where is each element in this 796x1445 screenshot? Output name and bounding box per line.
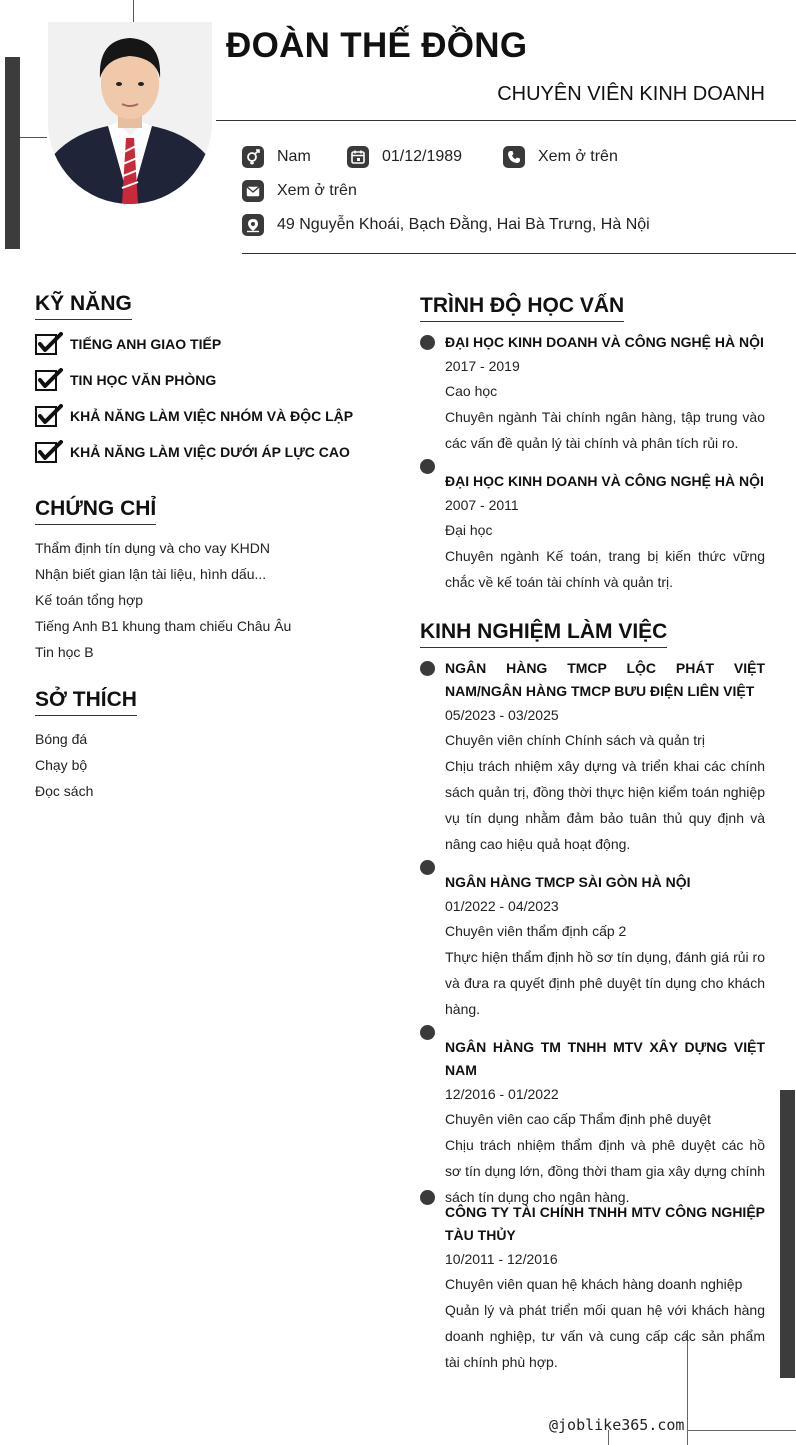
right-decor-bar (780, 1090, 795, 1378)
degree: Đại học (445, 522, 493, 538)
hobbies-heading: SỞ THÍCH (35, 688, 137, 716)
company-name: NGÂN HÀNG TMCP LỘC PHÁT VIỆT NAM/NGÂN HÀNG TMCP BƯU ĐIỆN LIÊN VIỆT (445, 660, 765, 699)
education-period: 2007 - 2011 (445, 497, 519, 513)
work-description: Chịu trách nhiệm xây dựng và triển khai các chính sách quản trị, đồng thời thực hiện kiểm toán nghiệp vụ tín dụng nhằm đảm bảo tuân thủ quy định và nâng cao hiệu quả hoạt động. (445, 758, 765, 852)
timeline-dot (420, 459, 435, 474)
degree: Cao học (445, 383, 498, 399)
timeline-dot (420, 1025, 435, 1040)
work-role: Chuyên viên thẩm định cấp 2 (445, 923, 627, 939)
education-description: Chuyên ngành Tài chính ngân hàng, tập trung vào các vấn đề quản lý tài chính và phân tích rủi ro. (445, 409, 765, 451)
checkbox-checked-icon (35, 404, 63, 428)
timeline-dot (420, 661, 435, 676)
timeline-dot (420, 335, 435, 350)
phone-value: Xem ở trên (538, 148, 618, 165)
education-entry (445, 470, 765, 595)
hobby-item: Đọc sách (35, 783, 94, 799)
timeline-dot (420, 860, 435, 875)
skill-item (35, 368, 216, 392)
certificate-item: Tiếng Anh B1 khung tham chiếu Châu Âu (35, 618, 292, 634)
skill-label: TIẾNG ANH GIAO TIẾP (70, 336, 222, 352)
location-pin-icon (242, 214, 264, 236)
envelope-icon (242, 180, 264, 202)
job-title: CHUYÊN VIÊN KINH DOANH (497, 83, 765, 105)
calendar-icon (347, 146, 369, 168)
address-info (242, 214, 650, 236)
certificate-item: Kế toán tổng hợp (35, 592, 144, 608)
work-role: Chuyên viên quan hệ khách hàng doanh nghiệp (445, 1276, 743, 1292)
certificates-heading: CHỨNG CHỈ (35, 497, 156, 525)
phone-info (503, 146, 618, 168)
company-name: NGÂN HÀNG TMCP SÀI GÒN HÀ NỘI (445, 874, 691, 890)
skill-item (35, 440, 350, 464)
corner-line-h1 (687, 1430, 796, 1431)
work-role: Chuyên viên cao cấp Thẩm định phê duyệt (445, 1111, 711, 1127)
work-period: 10/2011 - 12/2016 (445, 1251, 558, 1267)
experience-entry (445, 1201, 765, 1375)
header-divider (216, 120, 796, 121)
education-period: 2017 - 2019 (445, 358, 520, 374)
company-name: NGÂN HÀNG TM TNHH MTV XÂY DỰNG VIỆT NAM (445, 1039, 765, 1078)
work-period: 12/2016 - 01/2022 (445, 1086, 559, 1102)
company-name: CÔNG TY TÀI CHÍNH TNHH MTV CÔNG NGHIỆP TÀU THỦY (445, 1204, 765, 1243)
work-description: Chịu trách nhiệm thẩm định và phê duyệt các hồ sơ tín dụng lớn, đồng thời tham gia xây dựng chính sách tín dụng cho ngân hàng. (445, 1137, 765, 1205)
contact-divider (242, 253, 796, 254)
checkbox-checked-icon (35, 332, 63, 356)
education-heading: TRÌNH ĐỘ HỌC VẤN (420, 294, 624, 322)
work-description: Thực hiện thẩm định hồ sơ tín dụng, đánh giá rủi ro và đưa ra quyết định phê duyệt tín dụng cho khách hàng. (445, 949, 765, 1017)
hobby-item: Bóng đá (35, 731, 88, 747)
skill-label: KHẢ NĂNG LÀM VIỆC DƯỚI ÁP LỰC CAO (70, 444, 350, 460)
skill-label: TIN HỌC VĂN PHÒNG (70, 372, 217, 388)
certificate-item: Tin học B (35, 644, 94, 660)
watermark-text: @joblike365.com (549, 1416, 685, 1434)
timeline-dot (420, 1190, 435, 1205)
phone-icon (503, 146, 525, 168)
checkbox-checked-icon (35, 368, 63, 392)
experience-heading: KINH NGHIỆM LÀM VIỆC (420, 620, 667, 648)
skill-item (35, 404, 353, 428)
work-role: Chuyên viên chính Chính sách và quản trị (445, 732, 705, 748)
checkbox-checked-icon (35, 440, 63, 464)
work-period: 05/2023 - 03/2025 (445, 707, 559, 723)
education-description: Chuyên ngành Kế toán, trang bị kiến thức vững chắc về kế toán tài chính và quản trị. (445, 548, 765, 590)
email-value: Xem ở trên (277, 182, 357, 199)
left-short-line (20, 137, 47, 138)
address-value: 49 Nguyễn Khoái, Bạch Đằng, Hai Bà Trưng, Hà Nội (277, 216, 650, 233)
email-info (242, 180, 357, 202)
education-entry (445, 331, 765, 456)
birthday-info (347, 146, 462, 168)
hobby-item: Chạy bộ (35, 757, 88, 773)
school-name: ĐẠI HỌC KINH DOANH VÀ CÔNG NGHỆ HÀ NỘI (445, 473, 764, 489)
certificate-item: Thẩm định tín dụng và cho vay KHDN (35, 540, 271, 556)
experience-entry (445, 1036, 765, 1210)
work-description: Quản lý và phát triển mối quan hệ với khách hàng doanh nghiệp, tư vấn và cung cấp các sản phẩm tài chính phù hợp. (445, 1302, 765, 1370)
skill-label: KHẢ NĂNG LÀM VIỆC NHÓM VÀ ĐỘC LẬP (70, 408, 354, 424)
work-period: 01/2022 - 04/2023 (445, 898, 559, 914)
experience-entry (445, 871, 765, 1022)
skill-item (35, 332, 221, 356)
gender-info (242, 146, 311, 168)
skills-heading: KỸ NĂNG (35, 292, 132, 320)
avatar (48, 22, 212, 204)
certificate-item: Nhận biết gian lận tài liệu, hình dấu... (35, 566, 267, 582)
school-name: ĐẠI HỌC KINH DOANH VÀ CÔNG NGHỆ HÀ NỘI (445, 334, 764, 350)
left-decor-bar (5, 57, 20, 249)
birthday-value: 01/12/1989 (382, 148, 463, 165)
candidate-name: ĐOÀN THẾ ĐỒNG (226, 26, 528, 65)
experience-entry (445, 657, 765, 857)
gender-value: Nam (277, 148, 311, 165)
gender-icon (242, 146, 264, 168)
